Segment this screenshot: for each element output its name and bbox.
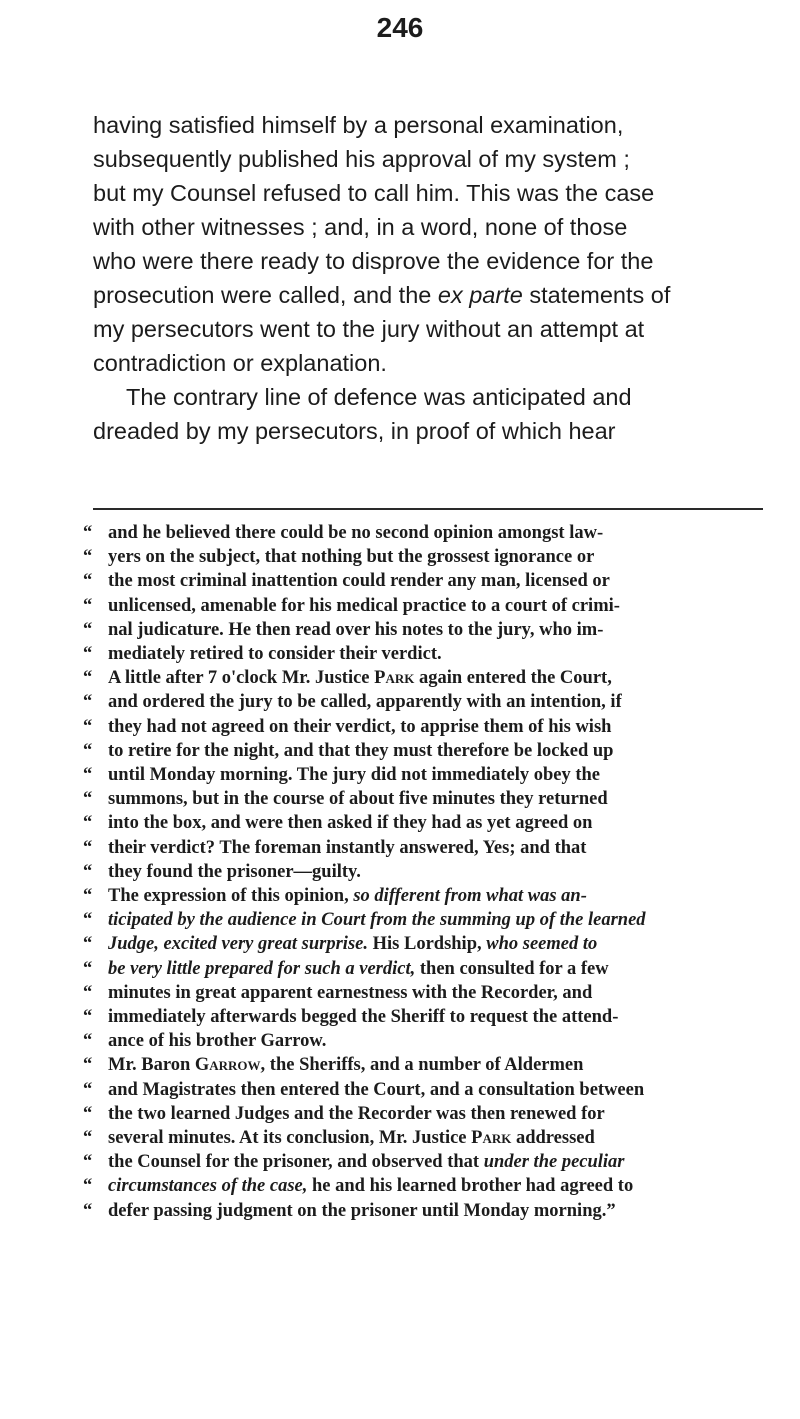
- footnote: [83, 521, 773, 1223]
- footnote-line: “ nal judicature. He then read over his notes to the jury, who im-: [83, 618, 773, 642]
- footnote-line: “ minutes in great apparent earnestness with the Recorder, and: [83, 981, 773, 1005]
- quote-mark: “: [83, 1007, 93, 1028]
- name-park: Park: [374, 668, 415, 689]
- quote-mark: “: [83, 861, 93, 882]
- footnote-line: “ the Counsel for the prisoner, and observed that under the peculiar: [83, 1150, 773, 1174]
- quote-mark: “: [83, 1176, 93, 1197]
- name-garrow: Garrow: [194, 1055, 261, 1076]
- text-line: but my Counsel refused to call him. This was the case: [93, 180, 655, 206]
- footnote-line: “ defer passing judgment on the prisoner until Monday morning.”: [83, 1199, 773, 1223]
- footnote-line: “ summons, but in the course of about five minutes they returned: [83, 787, 773, 811]
- quote-mark: “: [83, 547, 93, 568]
- footnote-line: “ ance of his brother Garrow.: [83, 1029, 773, 1053]
- quote-mark: “: [83, 740, 93, 761]
- text-line: prosecution were called, and the ex parte statements of: [93, 282, 671, 308]
- footnote-line: “ unlicensed, amenable for his medical practice to a court of crimi-: [83, 594, 773, 618]
- footnote-line: “ they found the prisoner—guilty.: [83, 860, 773, 884]
- footnote-divider: [93, 508, 763, 510]
- footnote-line: “ Mr. Baron Garrow, the Sheriffs, and a number of Aldermen: [83, 1053, 773, 1077]
- footnote-line: “ the most criminal inattention could render any man, licensed or: [83, 569, 773, 593]
- footnote-line: “ the two learned Judges and the Recorder was then renewed for: [83, 1102, 773, 1126]
- footnote-line: “ The expression of this opinion, so different from what was an-: [83, 884, 773, 908]
- footnote-line: “ their verdict? The foreman instantly answered, Yes; and that: [83, 836, 773, 860]
- quote-mark: “: [83, 716, 93, 737]
- quote-mark: “: [83, 934, 93, 955]
- quote-mark: “: [83, 619, 93, 640]
- quote-mark: “: [83, 692, 93, 713]
- footnote-line: “ to retire for the night, and that they must therefore be locked up: [83, 739, 773, 763]
- footnote-line: “ and Magistrates then entered the Court, and a consultation between: [83, 1078, 773, 1102]
- footnote-line: “ into the box, and were then asked if they had as yet agreed on: [83, 811, 773, 835]
- text-line: having satisfied himself by a personal examination,: [93, 112, 624, 138]
- quote-mark: “: [83, 668, 93, 689]
- quote-mark: “: [83, 595, 93, 616]
- quote-mark: “: [83, 813, 93, 834]
- quote-mark: “: [83, 910, 93, 931]
- quote-mark: “: [83, 644, 93, 665]
- footnote-line: “ mediately retired to consider their verdict.: [83, 642, 773, 666]
- quote-mark: “: [83, 958, 93, 979]
- text-line: contradiction or explanation.: [93, 350, 387, 376]
- ex-parte-italic: ex parte: [437, 282, 523, 308]
- quote-mark: “: [83, 1128, 93, 1149]
- text-line: dreaded by my persecutors, in proof of which hear: [93, 418, 616, 444]
- quote-mark: “: [83, 1103, 93, 1124]
- footnote-line: “ yers on the subject, that nothing but the grossest ignorance or: [83, 545, 773, 569]
- quote-mark: “: [83, 765, 93, 786]
- footnote-line: “ immediately afterwards begged the Sheriff to request the attend-: [83, 1005, 773, 1029]
- quote-mark: “: [83, 571, 93, 592]
- footnote-line: “ circumstances of the case, he and his learned brother had agreed to: [83, 1174, 773, 1198]
- text-line: with other witnesses ; and, in a word, none of those: [93, 214, 628, 240]
- quote-mark: “: [83, 1152, 93, 1173]
- text-line: who were there ready to disprove the evidence for the: [93, 248, 654, 274]
- footnote-line: “ A little after 7 o'clock Mr. Justice Park again entered the Court,: [83, 666, 773, 690]
- footnote-line: “ Judge, excited very great surprise. His Lordship, who seemed to: [83, 932, 773, 956]
- footnote-line: “ be very little prepared for such a verdict, then consulted for a few: [83, 957, 773, 981]
- footnote-line: “ several minutes. At its conclusion, Mr. Justice Park addressed: [83, 1126, 773, 1150]
- text-line: subsequently published his approval of my system ;: [93, 146, 630, 172]
- quote-mark: “: [83, 982, 93, 1003]
- quote-mark: “: [83, 789, 93, 810]
- footnote-line: “ and ordered the jury to be called, apparently with an intention, if: [83, 690, 773, 714]
- text-line: my persecutors went to the jury without an attempt at: [93, 316, 645, 342]
- quote-mark: “: [83, 837, 93, 858]
- quote-mark: “: [83, 1200, 93, 1221]
- main-text: [93, 108, 765, 448]
- footnote-line: “ they had not agreed on their verdict, to apprise them of his wish: [83, 715, 773, 739]
- quote-mark: “: [83, 1031, 93, 1052]
- quote-mark: “: [83, 886, 93, 907]
- text-line: The contrary line of defence was anticipated and: [126, 384, 632, 410]
- quote-mark: “: [83, 1055, 93, 1076]
- footnote-line: “ until Monday morning. The jury did not immediately obey the: [83, 763, 773, 787]
- footnote-line: “ and he believed there could be no second opinion amongst law-: [83, 521, 773, 545]
- footnote-line: “ ticipated by the audience in Court from the summing up of the learned: [83, 908, 773, 932]
- quote-mark: “: [83, 1079, 93, 1100]
- name-park: Park: [471, 1128, 512, 1149]
- page-number: 246: [376, 12, 424, 43]
- quote-mark: “: [83, 523, 93, 543]
